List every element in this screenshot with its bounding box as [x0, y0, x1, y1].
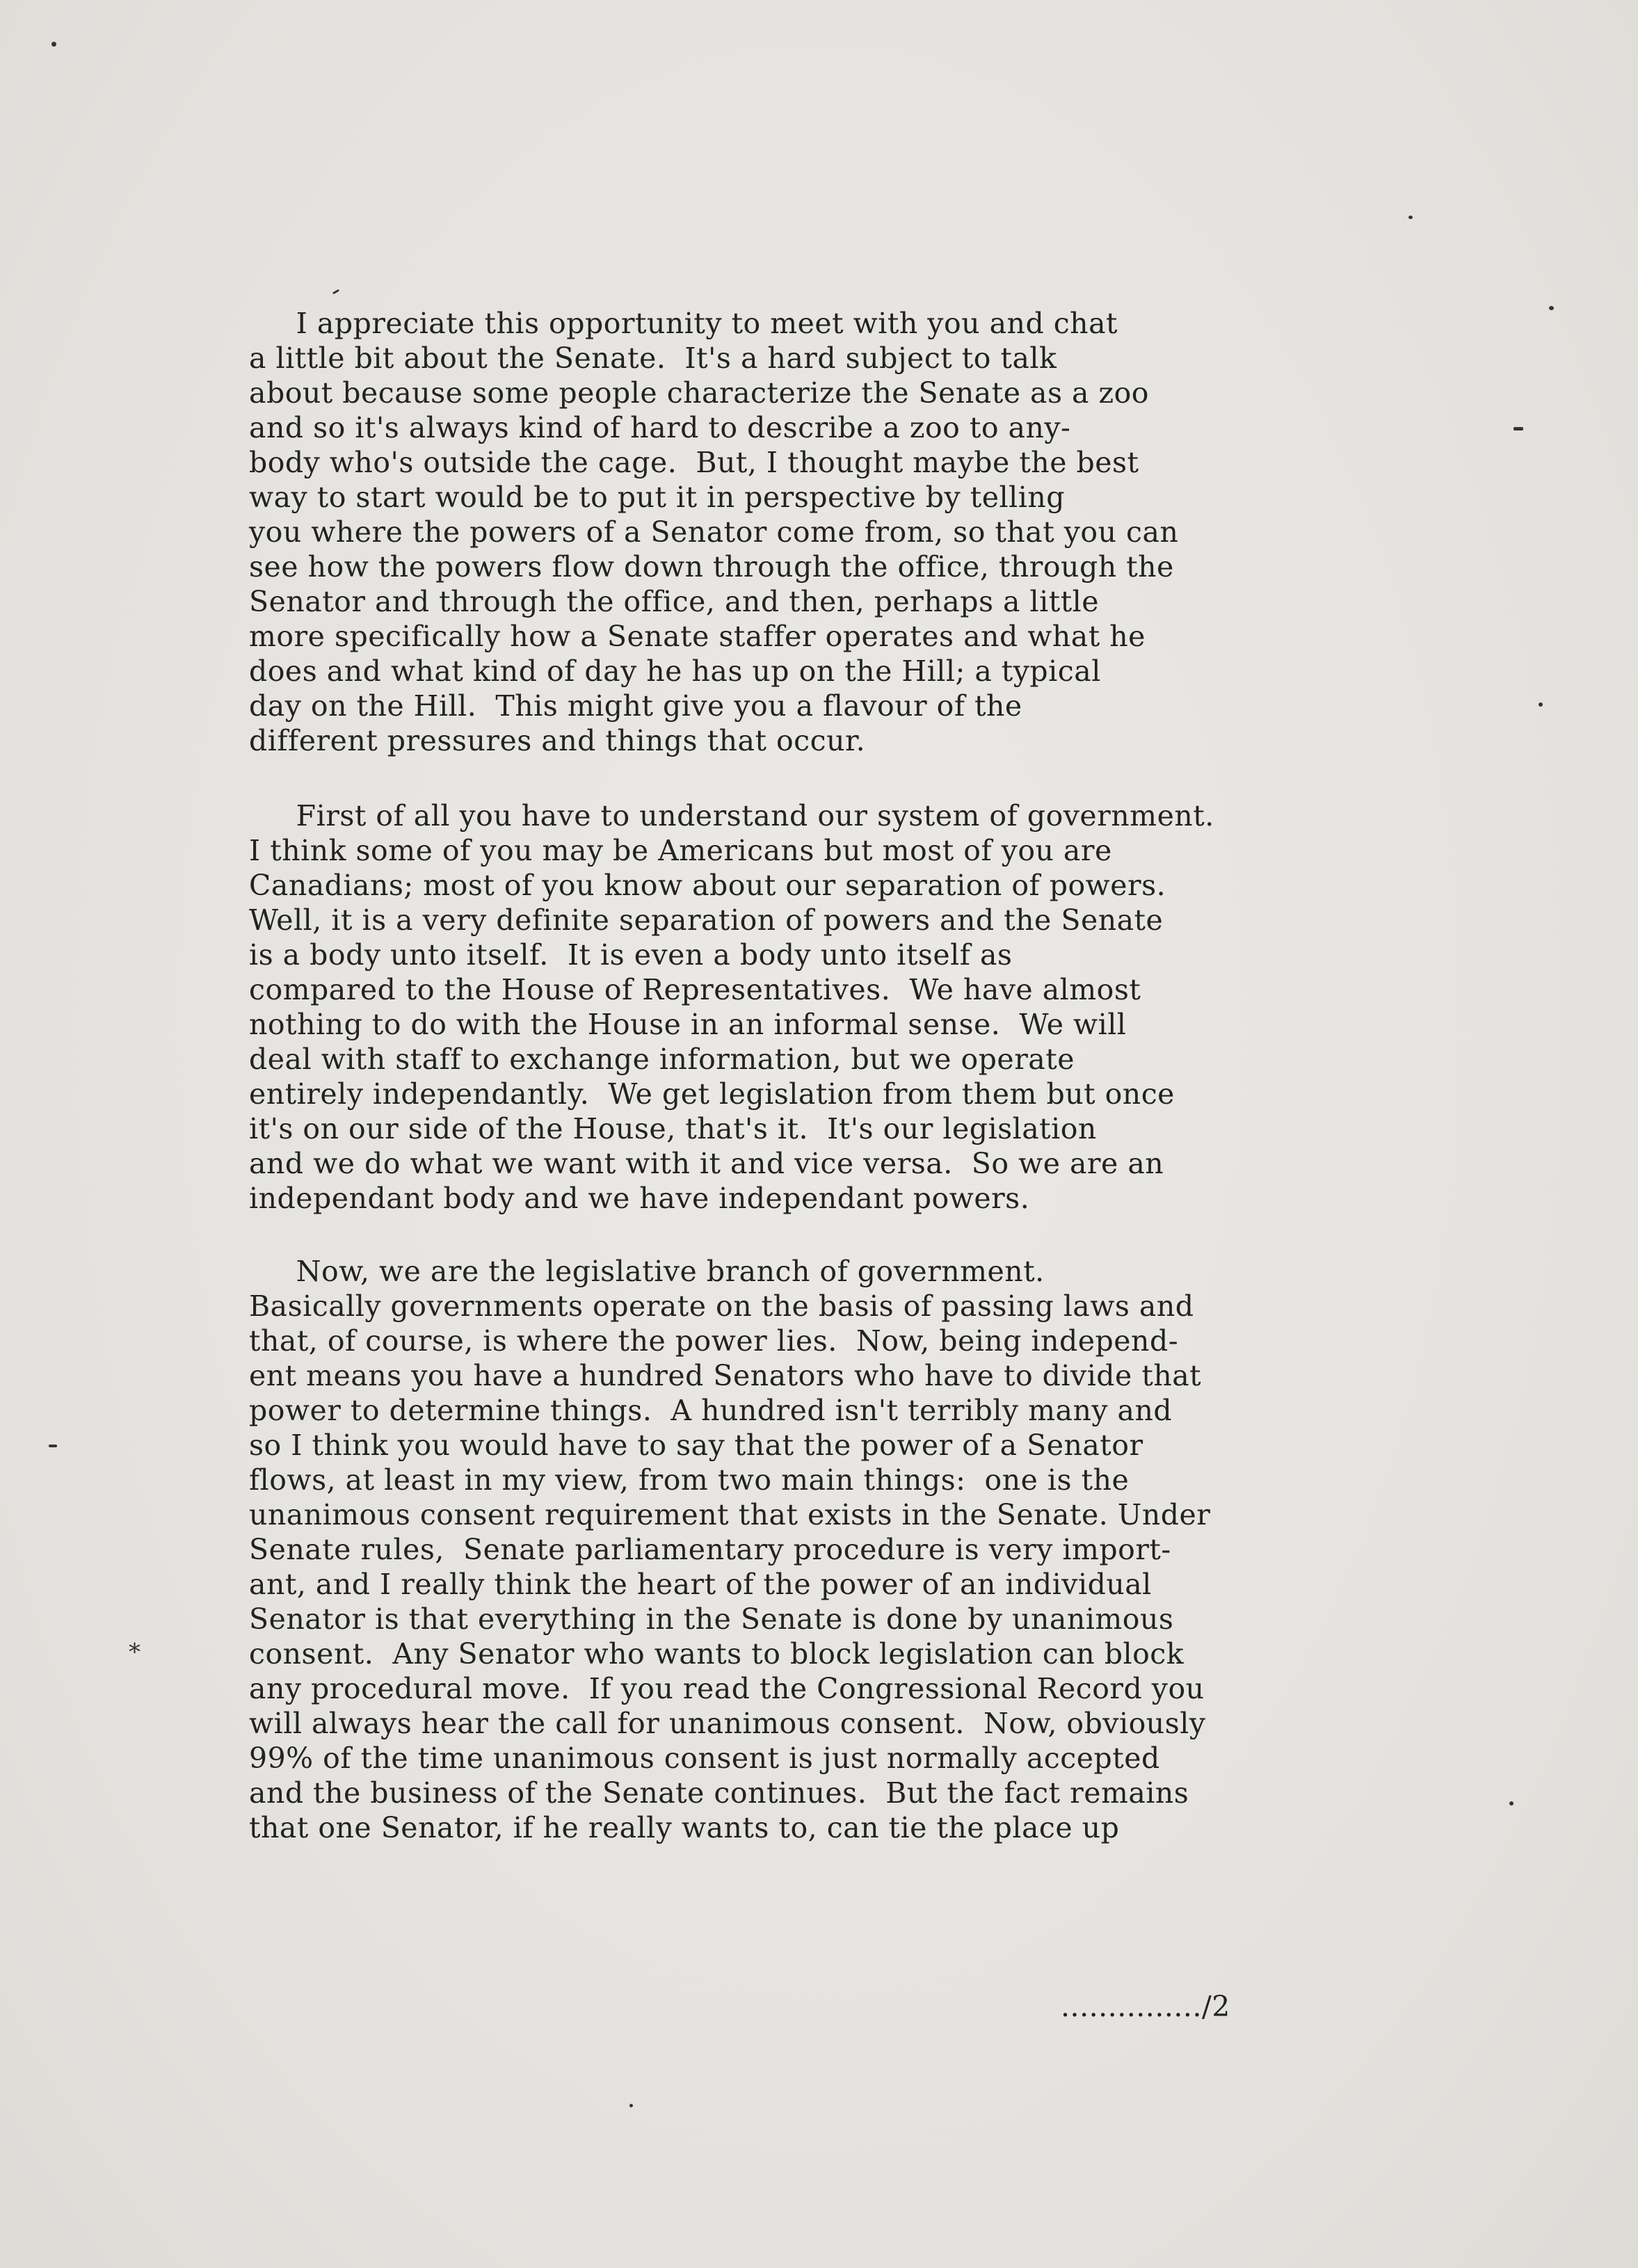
- scan-speck: [1513, 427, 1523, 431]
- text-line: more specifically how a Senate staffer operates and what he: [249, 620, 1146, 653]
- paragraph-3: [249, 1254, 1445, 1845]
- text-line: Senator and through the office, and then, perhaps a little: [249, 585, 1100, 618]
- scan-speck: [49, 1445, 57, 1447]
- text-line: independant body and we have independant powers.: [249, 1182, 1030, 1215]
- text-line: entirely independantly. We get legislation from them but once: [249, 1077, 1175, 1111]
- scan-speck: [1549, 306, 1554, 310]
- scan-speck: [1539, 702, 1543, 707]
- text-line: it's on our side of the House, that's it. It's our legislation: [249, 1112, 1097, 1145]
- text-line: compared to the House of Representatives. We have almost: [249, 973, 1141, 1006]
- text-line: different pressures and things that occur.: [249, 724, 866, 757]
- text-line: day on the Hill. This might give you a flavour of the: [249, 689, 1022, 723]
- text-line: body who's outside the cage. But, I thought maybe the best: [249, 446, 1139, 479]
- ink-mark: ⁎: [129, 1631, 140, 1659]
- page-continuation: .............../2: [1061, 1990, 1230, 2023]
- paragraph-1: [249, 306, 1445, 758]
- text-line: consent. Any Senator who wants to block legislation can block: [249, 1637, 1185, 1671]
- text-line: and the business of the Senate continues. But the fact remains: [249, 1776, 1189, 1810]
- text-line: Now, we are the legislative branch of government.: [249, 1255, 1045, 1288]
- text-line: you where the powers of a Senator come from, so that you can: [249, 515, 1179, 549]
- text-line: way to start would be to put it in perspective by telling: [249, 481, 1065, 514]
- text-line: I appreciate this opportunity to meet with you and chat: [249, 307, 1118, 340]
- text-line: and so it's always kind of hard to describe a zoo to any-: [249, 411, 1071, 444]
- text-line: ant, and I really think the heart of the power of an individual: [249, 1568, 1152, 1601]
- text-line: Canadians; most of you know about our separation of powers.: [249, 869, 1166, 902]
- text-line: is a body unto itself. It is even a body unto itself as: [249, 938, 1013, 972]
- scan-speck: [1509, 1801, 1513, 1805]
- text-line: Senator is that everything in the Senate is done by unanimous: [249, 1602, 1174, 1636]
- text-line: so I think you would have to say that the power of a Senator: [249, 1429, 1143, 1462]
- text-line: any procedural move. If you read the Congressional Record you: [249, 1672, 1205, 1705]
- scan-speck: [51, 42, 56, 47]
- scan-speck: [629, 2104, 633, 2107]
- text-line: unanimous consent requirement that exists in the Senate. Under: [249, 1498, 1211, 1531]
- text-line: a little bit about the Senate. It's a hard subject to talk: [249, 341, 1057, 375]
- paragraph-2: [249, 798, 1445, 1216]
- text-line: deal with staff to exchange information, but we operate: [249, 1043, 1075, 1076]
- text-line: I think some of you may be Americans but most of you are: [249, 834, 1112, 867]
- text-line: Basically governments operate on the basis of passing laws and: [249, 1289, 1194, 1323]
- text-line: Well, it is a very definite separation of powers and the Senate: [249, 903, 1164, 937]
- text-line: ent means you have a hundred Senators who have to divide that: [249, 1359, 1202, 1392]
- scan-speck: [332, 289, 339, 295]
- text-line: and we do what we want with it and vice versa. So we are an: [249, 1147, 1164, 1180]
- text-line: does and what kind of day he has up on the Hill; a typical: [249, 654, 1101, 688]
- text-line: First of all you have to understand our system of government.: [249, 799, 1214, 833]
- text-line: flows, at least in my view, from two main things: one is the: [249, 1463, 1130, 1497]
- text-line: see how the powers flow down through the office, through the: [249, 550, 1174, 584]
- text-line: Senate rules, Senate parliamentary procedure is very import-: [249, 1533, 1171, 1566]
- text-line: nothing to do with the House in an informal sense. We will: [249, 1008, 1127, 1041]
- text-line: that one Senator, if he really wants to, can tie the place up: [249, 1811, 1120, 1844]
- text-line: that, of course, is where the power lies. Now, being independ-: [249, 1324, 1179, 1358]
- text-line: will always hear the call for unanimous consent. Now, obviously: [249, 1707, 1206, 1740]
- text-line: 99% of the time unanimous consent is just normally accepted: [249, 1742, 1160, 1775]
- text-line: power to determine things. A hundred isn't terribly many and: [249, 1394, 1173, 1427]
- text-line: about because some people characterize the Senate as a zoo: [249, 376, 1149, 410]
- scan-speck: [1408, 216, 1413, 219]
